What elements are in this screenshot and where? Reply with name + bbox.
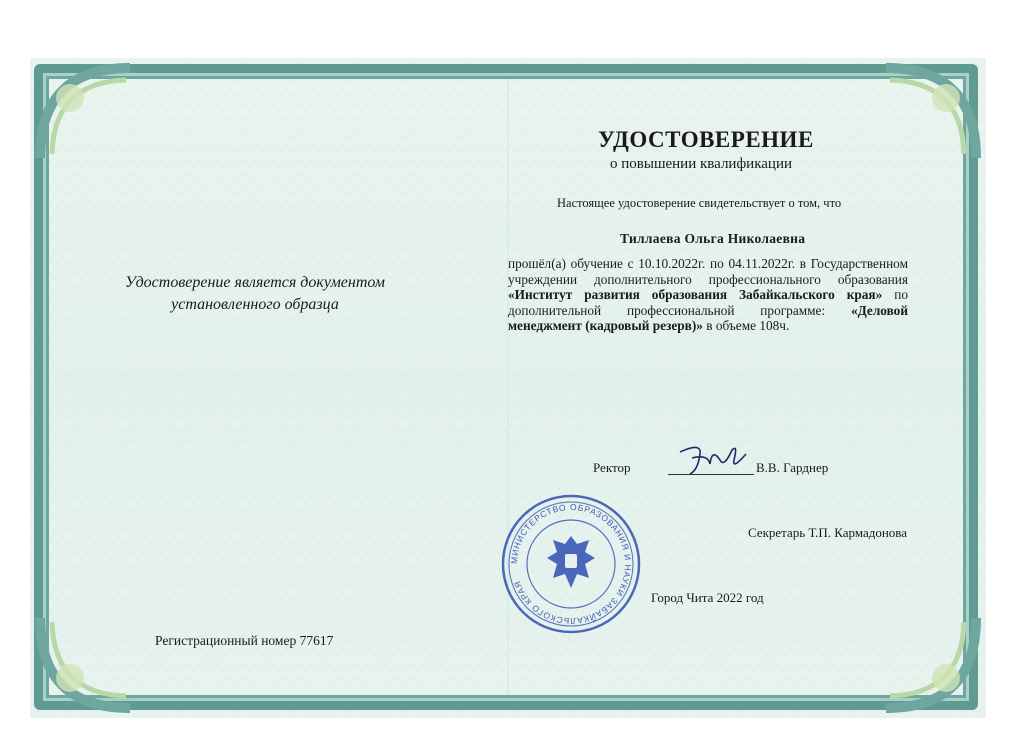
corner-ornament-top-right xyxy=(876,58,986,168)
body-part-2: по дополнительной профессиональной программе: xyxy=(508,287,909,318)
seal-text: МИНИСТЕРСТВО ОБРАЗОВАНИЯ И НАУКИ ЗАБАЙКАЛЬСКОГО КРАЯ xyxy=(508,501,634,627)
institution-name: «Институт развития образования Забайкальского края» xyxy=(508,287,883,303)
corner-ornament-bottom-left xyxy=(30,608,140,718)
rector-label: Ректор xyxy=(593,460,631,475)
official-seal xyxy=(499,492,643,636)
city-year: Город Чита 2022 год xyxy=(651,590,764,605)
witness-statement: Настоящее удостоверение свидетельствует о том, что xyxy=(557,196,842,210)
coat-of-arms-icon xyxy=(547,536,595,588)
official-document-note xyxy=(90,272,420,316)
rector-name: В.В. Гарднер xyxy=(756,460,829,475)
note-line-1: Удостоверение является документом xyxy=(125,274,385,291)
secretary-name: Секретарь Т.П. Кармадонова xyxy=(748,525,908,540)
certificate-title: УДОСТОВЕРЕНИЕ xyxy=(598,127,814,152)
training-description xyxy=(508,256,908,334)
registration-number: Регистрационный номер 77617 xyxy=(155,633,334,648)
certificate-subtitle: о повышении квалификации xyxy=(610,156,792,172)
body-part-3: в объеме 108ч. xyxy=(702,318,790,334)
body-part-1: прошёл(а) обучение с 10.10.2022г. по 04.11.2022г. в Государственном учреждении дополнительного профессионального образования xyxy=(508,256,908,287)
holder-name: Тиллаева Ольга Николаевна xyxy=(620,231,806,246)
corner-ornament-bottom-right xyxy=(876,608,986,718)
corner-ornament-top-left xyxy=(30,58,140,168)
note-line-2: установленного образца xyxy=(171,296,339,313)
program-name: «Деловой менеджмент (кадровый резерв)» xyxy=(508,302,908,334)
signature-line xyxy=(668,474,754,475)
